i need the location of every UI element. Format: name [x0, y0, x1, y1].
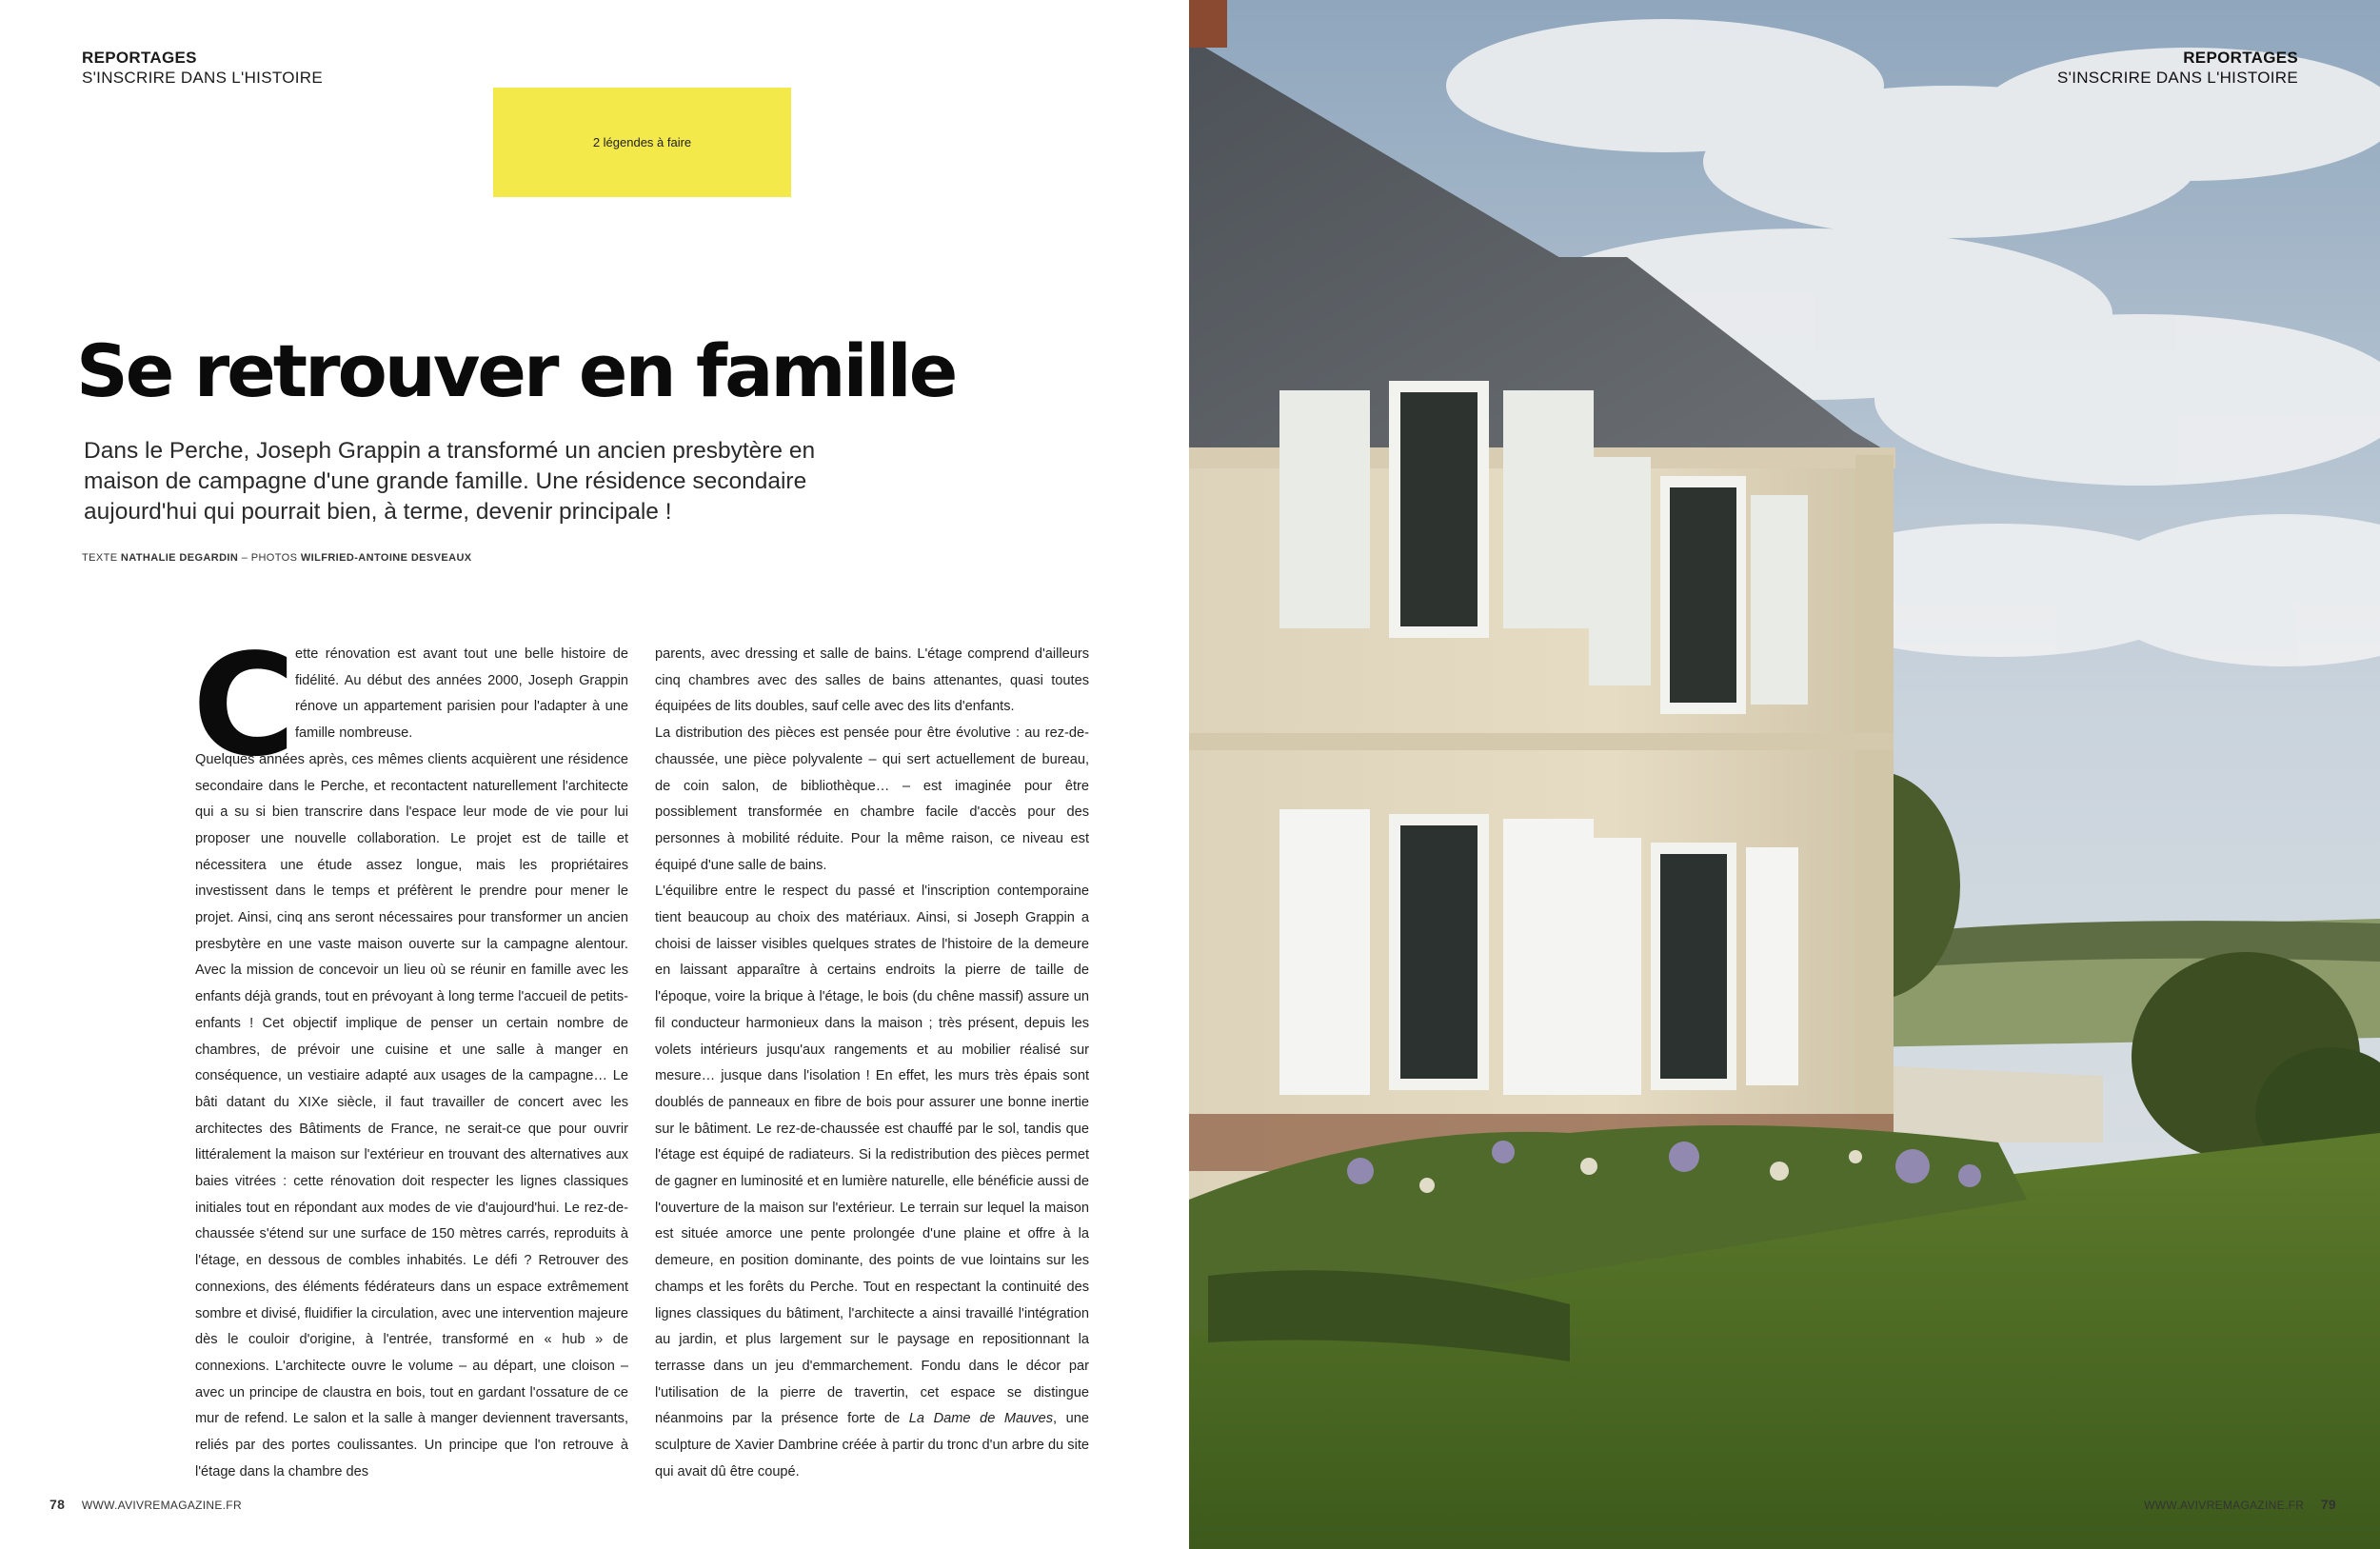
body-text-end: , une sculpture de Xavier Dambrine créée à partir du tronc d'un arbre du site qui avait dû être coupé.	[655, 1411, 1089, 1479]
folio-url: WWW.AVIVREMAGAZINE.FR	[81, 1499, 242, 1512]
folio-left	[50, 1497, 242, 1512]
body-paragraph: La distribution des pièces est pensée pour être évolutive : au rez-de-chaussée, une pièce polyvalente – qui sert actuellement de bureau, de coin salon, de bibliothèque… – est imaginée pour être possiblement transformée en chambre facile d'accès pour des personnes à mobilité réduite. Pour la même raison, ce niveau est équipé d'une salle de bains.	[655, 725, 1089, 873]
window-lower-right	[1589, 838, 1798, 1095]
credits-photo-label: PHOTOS	[250, 552, 298, 564]
body-text: L'équilibre entre le respect du passé et l'inscription contemporaine tient beaucoup au choix des matériaux. Ainsi, si Joseph Grappin a choisi de laisser visibles quelques strates de l'histoire de la demeure en laissant apparaître à certains endroits la pierre de taille de l'époque, voire la brique à l'étage, le bois (du chêne massif) assure un fil conducteur harmonieux dans la maison ; très présent, depuis les volets intérieurs jusqu'aux rangements et au mobilier réalisé sur mesure… jusque dans l'isolation ! En effet, les murs très épais sont doublés de panneaux en fibre de bois pour assurer une bonne inertie sur le bâtiment. Le rez-de-chaussée est chauffé par le sol, tandis que l'étage est équipé de radiateurs. Si la redistribution des pièces permet de gagner en luminosité et en lumière naturelle, elle bénéficie aussi de l'ouverture de la maison sur l'extérieur. Le terrain sur lequel la maison est située amorce une pente prolongée d'une plaine et offre à la demeure, en position dominante, des points de vue lointains sur les champs et les forêts du Perche. Tout en respectant la continuité des lignes classiques du bâtiment, l'architecte a ainsi travaillé l'intégration au jardin, et plus largement sur le paysage en repositionnant la terrasse dans un jeu d'emmarchement. Fondu dans le décor par l'utilisation de la pierre de travertin, cet espace se distingue néanmoins par la présence forte de	[655, 884, 1089, 1427]
terrace	[1894, 1066, 2103, 1142]
rubric-subsection: S'INSCRIRE DANS L'HISTOIRE	[2057, 69, 2298, 87]
credits-author: NATHALIE DEGARDIN	[120, 552, 239, 564]
standfirst: Dans le Perche, Joseph Grappin a transformé un ancien presbytère en maison de campagne d'une grande famille. Une résidence secondaire aujourd'hui qui pourrait bien, à terme, devenir principale !	[84, 438, 816, 525]
body-lead: ette rénovation est avant tout une belle histoire de fidélité. Au début des années 2000, Joseph Grappin rénove un appartement parisien pour l'adapter à une famille nombreuse.	[295, 646, 628, 742]
body-paragraph: parents, avec dressing et salle de bains. L'étage comprend d'ailleurs cinq chambres avec des salles de bains attenantes, quasi toutes équipées de lits doubles, sauf celle avec des lits d'enfants.	[655, 646, 1089, 715]
editor-note-text: 2 légendes à faire	[592, 135, 692, 149]
sculpture-title: La Dame de Mauves	[908, 1411, 1053, 1427]
left-page	[0, 0, 1189, 1549]
window-upper-left	[1279, 381, 1594, 638]
window-lower-left	[1279, 809, 1594, 1095]
page-number: 78	[50, 1497, 66, 1512]
rubric-subsection: S'INSCRIRE DANS L'HISTOIRE	[82, 69, 323, 87]
credits	[82, 552, 472, 564]
rubric-left	[82, 48, 323, 88]
credits-separator: –	[241, 552, 248, 564]
body-column-2	[655, 642, 1089, 1486]
dropcap: C	[192, 624, 296, 787]
body-text: Quelques années après, ces mêmes clients acquièrent une résidence secondaire dans le Perche, et recontactent naturellement l'architecte qui a su si bien transcrire dans l'espace leur mode de vie pour lui proposer une nouvelle collaboration. Le projet est de taille et nécessitera une étude assez longue, mais les propriétaires investissent dans le temps et préfèrent le prendre pour mener le projet. Ainsi, cinq ans seront nécessaires pour transformer un ancien presbytère en une vaste maison ouverte sur la campagne alentour. Avec la mission de concevoir un lieu où se réunir en famille avec les enfants déjà grands, tout en prévoyant à long terme l'accueil de petits-enfants ! Cet objectif implique de penser un certain nombre de chambres, de prévoir une cuisine et une salle à manger en conséquence, un vestiaire adapté aux usages de la campagne… Le bâti datant du XIXe siècle, il faut travailler de concert avec les architectes des Bâtiments de France, ne serait-ce que pour ouvrir littéralement la maison sur l'extérieur en trouvant des alternatives aux baies vitrées : cette rénovation doit respecter les lignes classiques initiales tout en répondant aux modes de vie d'aujourd'hui. Le rez-de-chaussée s'étend sur une surface de 150 mètres carrés, reproduits à l'étage, en dessous de combles inhabités. Le défi ? Retrouver des connexions, des éléments fédérateurs dans un espace extrêmement sombre et divisé, fluidifier la circulation, avec une intervention majeure dès le couloir d'origine, à l'entrée, transformé en « hub » de connexions. L'architecte ouvre le volume – au départ, une cloison – avec un principe de claustra en bois, tout en gardant l'ossature de ce mur de refend. Le salon et la salle à manger deviennent traversants, reliés par des portes coulissantes. Un principe que l'on retrouve à l'étage dans la chambre des	[195, 751, 628, 1479]
window-upper-right	[1589, 457, 1808, 714]
page-number: 79	[2320, 1497, 2336, 1512]
house-exterior-photo	[1189, 0, 2380, 1549]
body-paragraph	[655, 879, 1089, 1485]
article-title: Se retrouver en famille	[76, 328, 956, 413]
editor-note	[493, 88, 791, 197]
rubric-section: REPORTAGES	[2183, 49, 2298, 67]
folio-right	[2144, 1497, 2336, 1512]
body-column-1	[192, 624, 628, 1486]
credits-photographer: WILFRIED-ANTOINE DESVEAUX	[300, 552, 472, 564]
rubric-section: REPORTAGES	[82, 49, 197, 67]
folio-url: WWW.AVIVREMAGAZINE.FR	[2144, 1499, 2305, 1512]
rubric-right	[2057, 48, 2298, 88]
right-page	[1189, 0, 2380, 1549]
credits-text-label: TEXTE	[82, 552, 118, 564]
